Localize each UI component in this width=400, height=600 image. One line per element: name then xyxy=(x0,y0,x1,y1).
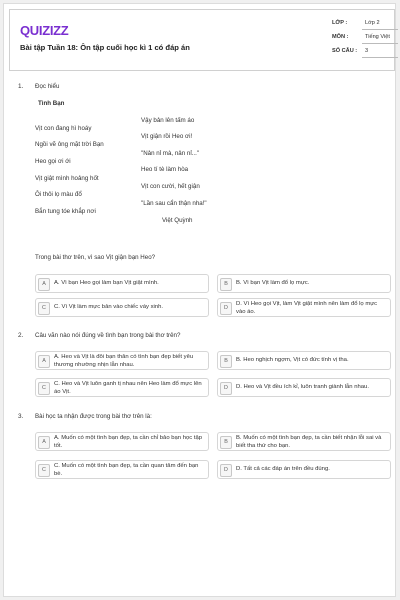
poem-line: Vậy bản lên tấm áo xyxy=(141,117,195,124)
question-2-option-a[interactable] xyxy=(35,351,209,370)
poem-line: Heo gọi ơi ới xyxy=(35,158,71,165)
question-2-number: 2. xyxy=(18,332,24,339)
option-letter: D xyxy=(220,464,232,477)
question-3-option-c[interactable] xyxy=(35,460,209,479)
option-letter: C xyxy=(38,302,50,315)
worksheet-title: Bài tập Tuần 18: Ôn tập cuối học kì 1 có đáp án xyxy=(20,43,190,52)
question-count-underline xyxy=(362,57,398,58)
poem-title: Tình Bạn xyxy=(38,100,65,107)
question-1-option-c[interactable] xyxy=(35,298,209,317)
question-1-option-b[interactable] xyxy=(217,274,391,293)
grade-underline xyxy=(362,29,398,30)
option-letter: B xyxy=(220,278,232,291)
poem-line: "Lần sau cẩn thận nha!" xyxy=(141,200,207,207)
option-text: C. Vì Vịt làm mực bản vào chiếc váy xinh. xyxy=(54,304,164,310)
question-count-value: 3 xyxy=(365,48,369,54)
poem-line: Ôi thôi lọ màu đổ xyxy=(35,191,82,198)
option-letter: D xyxy=(220,382,232,395)
option-text: A. Muốn có một tình bạn đẹp, ta cần chỉ bảo bạn học tập tốt. xyxy=(54,435,203,449)
question-1-option-a[interactable] xyxy=(35,274,209,293)
option-letter: A xyxy=(38,355,50,368)
option-letter: C xyxy=(38,464,50,477)
poem-author: Việt Quỳnh xyxy=(162,217,193,224)
grade-value: Lớp 2 xyxy=(365,20,380,26)
question-3-option-d[interactable] xyxy=(217,460,391,479)
option-text: D. Heo và Vịt đều ích kỉ, luôn tranh giành lẫn nhau. xyxy=(236,384,369,390)
quizizz-logo: QUIZIZZ xyxy=(20,23,69,38)
option-text: B. Vì bạn Vịt làm đổ lọ mực. xyxy=(236,280,310,286)
poem-line: "Nản nỉ mà, nản nỉ..." xyxy=(141,150,200,157)
option-text: D. Vì Heo gọi Vịt, làm Vịt giật mình nên làm đổ lọ mực vào áo. xyxy=(236,301,378,315)
question-1-number: 1. xyxy=(18,83,24,90)
option-text: B. Muốn có một tình bạn đẹp, ta cần biết nhận lỗi sai và biết tha thứ cho bạn. xyxy=(236,435,382,449)
question-3-option-a[interactable] xyxy=(35,432,209,451)
question-1-option-d[interactable] xyxy=(217,298,391,317)
subject-underline xyxy=(362,43,398,44)
question-3-number: 3. xyxy=(18,413,24,420)
option-text: A. Heo và Vịt là đôi bạn thân có tình bạn đẹp biết yêu thương nhường nhịn lẫn nhau. xyxy=(54,354,194,368)
question-1-intro: Đọc hiểu xyxy=(35,83,60,90)
poem-line: Heo tí tè làm hòa xyxy=(141,166,189,173)
question-2-option-b[interactable] xyxy=(217,351,391,370)
grade-label: LỚP : xyxy=(332,20,348,26)
poem-line: Vịt giận rồi Heo ơi! xyxy=(141,133,193,140)
option-letter: B xyxy=(220,436,232,449)
question-2-prompt: Câu văn nào nói đúng về tình bạn trong bài thơ trên? xyxy=(35,332,181,339)
option-letter: A xyxy=(38,278,50,291)
option-text: D. Tất cả các đáp án trên đều đúng. xyxy=(236,466,330,472)
option-text: C. Muốn có một tình bạn đẹp, ta cần quan tâm đến bạn bè. xyxy=(54,463,199,477)
question-1-prompt: Trong bài thơ trên, vì sao Vịt giận bạn Heo? xyxy=(35,254,156,261)
poem-line: Ngồi vẽ ông mặt trời Bạn xyxy=(35,141,104,148)
option-letter: A xyxy=(38,436,50,449)
option-letter: C xyxy=(38,382,50,395)
question-count-label: SỐ CÂU : xyxy=(332,48,358,54)
question-3-prompt: Bài học ta nhận được trong bài thơ trên là: xyxy=(35,413,152,420)
option-letter: D xyxy=(220,302,232,315)
poem-line: Vịt con cười, hết giận xyxy=(141,183,200,190)
question-3-option-b[interactable] xyxy=(217,432,391,451)
option-letter: B xyxy=(220,355,232,368)
worksheet-page xyxy=(3,3,396,597)
poem-line: Vịt giật mình hoảng hốt xyxy=(35,175,99,182)
option-text: A. Vì bạn Heo gọi làm bạn Vịt giật mình. xyxy=(54,280,159,286)
worksheet-header xyxy=(9,9,395,71)
question-2-option-d[interactable] xyxy=(217,378,391,397)
question-2-option-c[interactable] xyxy=(35,378,209,397)
option-text: B. Heo nghịch ngợm, Vịt có đức tính vị tha. xyxy=(236,357,349,363)
poem-line: Vịt con đang hì hoáy xyxy=(35,125,92,132)
option-text: C. Heo và Vịt luôn ganh tị nhau nên Heo làm đổ mực lên áo Vịt. xyxy=(54,381,202,395)
subject-value: Tiếng Việt xyxy=(365,34,390,40)
poem-line: Bắn tung tóe khắp nơi xyxy=(35,208,96,215)
subject-label: MÔN : xyxy=(332,34,349,40)
